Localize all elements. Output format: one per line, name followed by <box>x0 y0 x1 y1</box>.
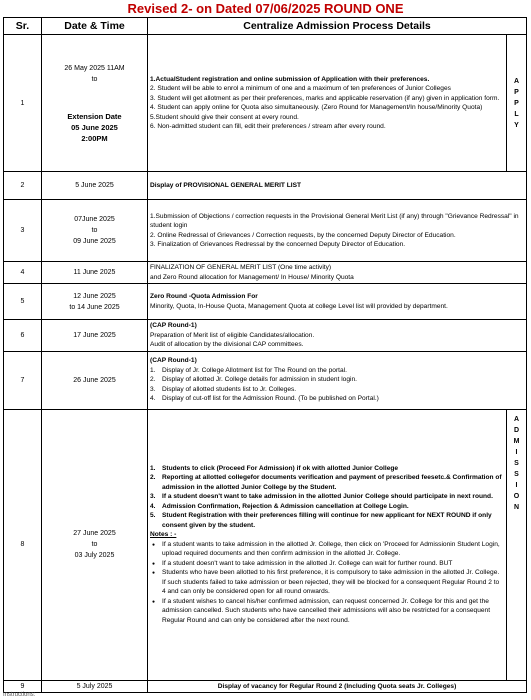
details-cell <box>148 320 527 352</box>
date-cell: 5 July 2025 <box>42 680 148 693</box>
list-item: 4. Display of cut-off list for the Admission Round. (To be published on Portal.) <box>150 395 379 403</box>
header-row <box>4 18 527 35</box>
detail-line: FINALIZATION OF GENERAL MERIT LIST (One time activity) <box>150 264 332 271</box>
detail-heading: (CAP Round-1) <box>150 357 197 365</box>
footer-text: Instructions: <box>3 692 36 698</box>
list-item: 3. If a student doesn't want to take admission in the allotted Junior College should participate in next round. <box>150 493 493 501</box>
detail-heading: Zero Round -Quota Admission For <box>150 293 258 300</box>
list-item-text: Students to click (Proceed For Admission) if ok with allotted Junior College <box>162 464 399 472</box>
note-item: ● Students who have been allotted to his first preference, it is compulsory to take admission in the allotted Jr. College. If such students failed to take admission or been rejected, they will be blocked for a consequent Regular Round 2 to 4 and can only be considered open for all round onwards. <box>150 568 504 597</box>
table-row <box>4 409 527 680</box>
date-cell <box>42 284 148 320</box>
details-cell <box>148 35 507 172</box>
list-item-text: Student Registration with their preferences filling will continue for new applicant for NEXT ROUND if only consent given by the student. <box>162 512 492 529</box>
side-letter: I <box>515 448 518 456</box>
date-line: 2:00PM <box>81 133 108 143</box>
table-row <box>4 172 527 200</box>
date-cell: 17 June 2025 <box>42 320 148 352</box>
detail-line: 3. Student will get allotment as per their preferences, marks and applicable reservation (if any) given in application form. <box>150 94 500 102</box>
details-cell <box>148 351 527 409</box>
side-letter: I <box>515 481 518 489</box>
detail-line: 4. Student can apply online for Quota also simultaneously. (Zero Round for Management/In house/Minority Quota) <box>150 104 483 111</box>
table-row <box>4 351 527 409</box>
sr-cell: 8 <box>4 409 42 680</box>
notes-label: Notes : - <box>150 531 177 539</box>
list-item: 5. Student Registration with their preferences filling will continue for new applicant for NEXT ROUND if only consent given by the student. <box>150 512 492 529</box>
table-row <box>4 262 527 284</box>
sr-cell: 3 <box>4 200 42 262</box>
page-title: Revised 2- on Dated 07/06/2025 ROUND ONE <box>127 1 404 16</box>
date-cell: 5 June 2025 <box>42 172 148 200</box>
date-cell: 26 June 2025 <box>42 351 148 409</box>
list-item: 2. Reporting at allotted collegefor documents verification and payment of prescribed feesetc.& Confirmation of admission in the allotted Junior College by the Student. <box>150 474 502 491</box>
sr-cell: 4 <box>4 262 42 284</box>
sr-cell: 1 <box>4 35 42 172</box>
side-letter: P <box>514 99 519 107</box>
sr-cell: 7 <box>4 351 42 409</box>
detail-line: 1.ActualStudent registration and online submission of Application with their preferences. <box>150 75 430 83</box>
table-row <box>4 284 527 320</box>
side-letter: P <box>514 88 519 96</box>
side-letter: L <box>514 110 519 118</box>
list-item: 4. Admission Confirmation, Rejection & Admission cancellation at College Login. <box>150 502 409 510</box>
date-line: 12 June 2025 <box>73 292 116 300</box>
detail-line: and Zero Round allocation for Management/ In House/ Minority Quota <box>150 273 354 281</box>
side-letter: O <box>513 492 520 500</box>
side-letter: M <box>513 437 520 445</box>
detail-line: 6. Non-admitted student can fill, edit their preferences / stream after every round. <box>150 123 386 130</box>
detail-line: Audit of allocation by the divisional CAP committees. <box>150 341 304 348</box>
detail-line: Minority, Quota, In-House Quota, Management Quota at college Level list will provided by department. <box>150 302 448 310</box>
header-sr: Sr. <box>4 18 42 35</box>
list-item: 1. Display of Jr. College Allotment list for The Round on the portal. <box>150 366 347 374</box>
detail-line: Preparation of Merit list of eligible Candidates/allocation. <box>150 331 315 339</box>
admission-side-label <box>506 409 526 680</box>
header-details: Centralize Admission Process Details <box>148 18 527 35</box>
table-row <box>4 200 527 262</box>
date-line: to <box>91 227 98 234</box>
list-item-text: Display of allotted Jr. College details for admission in student login. <box>162 376 357 384</box>
list-item-text: Reporting at allotted collegefor documents verification and payment of prescribed feesetc.& Confirmation of admission in the allotted Junior College by the Student. <box>162 474 502 491</box>
date-line: 27 June 2025 <box>73 530 116 537</box>
list-item: 2. Display of allotted Jr. College details for admission in student login. <box>150 376 357 384</box>
date-line: Extension Date <box>67 111 122 121</box>
detail-line: 5.Student should give their consent at every round. <box>150 113 299 121</box>
list-item: 3. Display of allotted students list to Jr. Colleges. <box>150 385 297 393</box>
side-letter: A <box>513 415 520 423</box>
table-row <box>4 680 527 693</box>
list-item-text: Admission Confirmation, Rejection & Admission cancellation at College Login. <box>162 502 409 510</box>
date-line: 03 July 2025 <box>74 552 115 559</box>
detail-heading: (CAP Round-1) <box>150 322 197 329</box>
detail-line: 2. Student will be able to enrol a minimum of one and a maximum of ten preferences of Junior Colleges <box>150 85 451 92</box>
details-cell: Display of PROVISIONAL GENERAL MERIT LIST <box>148 172 527 200</box>
note-item: ● If a student doesn't want to take admission in the allotted Jr. College can wait for further round. BUT <box>150 559 504 569</box>
apply-side-label <box>506 35 526 172</box>
side-letter: N <box>513 503 520 511</box>
side-letter: S <box>514 459 519 467</box>
date-line: to 14 June 2025 <box>69 303 120 311</box>
date-line: to <box>91 75 98 83</box>
table-row <box>4 320 527 352</box>
list-item-text: Display of cut-off list for the Admission Round. (To be published on Portal.) <box>162 395 379 403</box>
note-item: ● If a student wants to take admission in the allotted Jr. College, then click on 'Proceed for Admissionin Student Login, upload required documents and then confirm admission in the allotted Jr. College. <box>150 540 504 559</box>
details-cell <box>148 262 527 284</box>
date-cell: 11 June 2025 <box>42 262 148 284</box>
side-letter: D <box>513 426 520 434</box>
note-item: ● If a student wishes to cancel his/her confirmed admission, can request concerned Jr. College for this and get the admission cancelled. Such students who have cancelled their admissions will also be restricted for a consequent Regular Round and can only be considered after the next round. <box>150 597 504 626</box>
date-line: 07June 2025 <box>74 216 115 223</box>
sr-cell: 9 <box>4 680 42 693</box>
date-line: to <box>91 541 98 548</box>
details-cell <box>148 284 527 320</box>
detail-line: 1.Submission of Objections / correction requests in the Provisional General Merit List (if any) through "Grievance Redressal" in student login <box>150 212 519 229</box>
date-line: 05 June 2025 <box>71 122 118 132</box>
date-cell <box>42 35 148 172</box>
sr-cell: 5 <box>4 284 42 320</box>
header-date: Date & Time <box>42 18 148 35</box>
date-line: 09 June 2025 <box>73 238 116 245</box>
detail-line: 2. Online Redressal of Grievances / Correction requests, by the concerned Deputy Director of Education. <box>150 231 456 239</box>
detail-line: 3. Finalization of Grievances Redressal by the concerned Deputy Director of Education. <box>150 241 406 248</box>
schedule-table <box>3 17 527 693</box>
list-item-text: Display of allotted students list to Jr. Colleges. <box>162 385 297 393</box>
details-cell <box>148 200 527 262</box>
side-letter: Y <box>514 121 519 129</box>
list-item: 1. Students to click (Proceed For Admission) if ok with allotted Junior College <box>150 464 399 472</box>
side-letter: A <box>513 77 520 85</box>
table-row <box>4 35 527 172</box>
side-letter: S <box>514 470 519 478</box>
sr-cell: 2 <box>4 172 42 200</box>
date-cell <box>42 200 148 262</box>
details-cell: Display of vacancy for Regular Round 2 (Including Quota seats Jr. Colleges) <box>148 680 527 693</box>
sr-cell: 6 <box>4 320 42 352</box>
list-item-text: If a student doesn't want to take admission in the allotted Junior College should participate in next round. <box>162 493 493 501</box>
details-cell <box>148 409 507 680</box>
list-item-text: Display of Jr. College Allotment list for The Round on the portal. <box>162 366 347 374</box>
date-line: 26 May 2025 11AM <box>64 64 125 72</box>
date-cell <box>42 409 148 680</box>
